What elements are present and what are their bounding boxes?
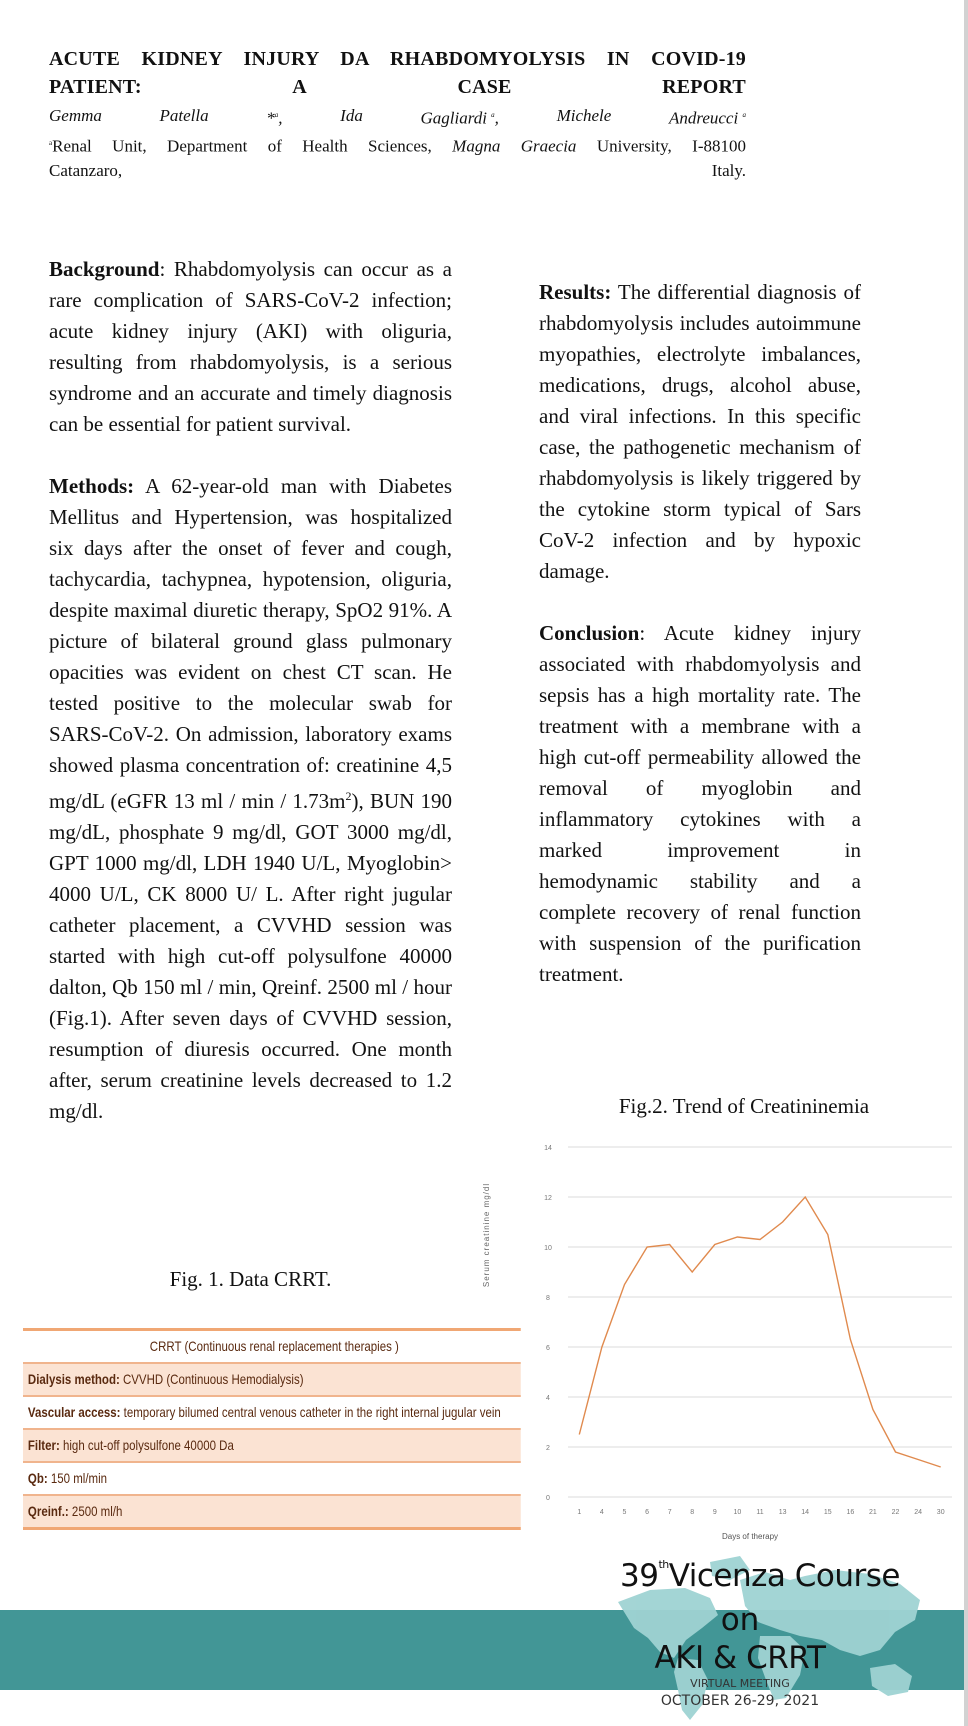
author-last-name: Gagliardi $^a$, [420, 108, 499, 128]
conclusion-text: : Acute kidney injury associated with rhabdomyolysis and sepsis has a high mortality rate. The treatment with a membrane with a high cut-off permeability allowed the removal of myoglobin and inflammatory cytokines with a marked improvement in hemodynamic stability and a complete recovery of renal function with suspension of the purification treatment. [539, 621, 861, 986]
author-name: Gagliardi [420, 108, 487, 128]
x-tick-label: 15 [823, 1509, 832, 1516]
methods-text: ), BUN 190 mg/dL, phosphate 9 mg/dl, GOT 3000 mg/dl, GPT 1000 mg/dl, LDH 1940 U/L, Myoglobin> 4000 U/L, CK 8000 U/ L. After right jugular catheter placement, a CVVHD session was started with high cut-off polysulfone 40000 dalton, Qb 150 ml / min, Qreinf. 2500 ml / hour (Fig.1). After seven days of CVVHD session, resumption of diuresis occurred. One month after, serum creatinine levels decreased to 1.2 mg/dl. [49, 789, 452, 1123]
table-row [23, 1364, 521, 1397]
x-tick-label: 10 [733, 1509, 742, 1516]
x-tick-label: 4 [599, 1509, 604, 1516]
y-tick-label: 14 [544, 1145, 552, 1152]
author-name: Andreucci [668, 108, 739, 128]
superscript: 2 [345, 789, 352, 803]
country: Italy. [711, 161, 746, 181]
logo-topic: AKI & CRRT [654, 1640, 826, 1676]
x-tick-label: 8 [690, 1509, 695, 1516]
affiliation-mark: a [274, 111, 279, 119]
row-key: Vascular access: [27, 1404, 121, 1420]
logo-title [620, 1558, 900, 1594]
page-edge [964, 0, 968, 1726]
university-name: Magna Graecia [452, 136, 577, 156]
x-tick-label: 30 [936, 1509, 945, 1516]
table-row [23, 1463, 521, 1496]
y-tick-label: 6 [546, 1345, 550, 1352]
x-tick-label: 13 [778, 1509, 787, 1516]
y-tick-label: 2 [546, 1445, 550, 1452]
methods-text: A 62-year-old man with Diabetes Mellitus and Hypertension, was hospitalized six days after the onset of fever and cough, tachycardia, tachypnea, hypotension, oliguria, despite maximal diuretic therapy, SpO2 91%. A picture of bilateral ground glass pulmonary opacities was evident on chest CT scan. He tested positive to the molecular swab for SARS-CoV-2. On admission, laboratory exams showed plasma concentration of: creatinine 4,5 mg/dL (eGFR 13 ml / min / 1.73m [49, 474, 452, 813]
results-text: The differential diagnosis of rhabdomyolysis includes autoimmune myopathies, electrolyte imbalances, medications, drugs, alcohol abuse, and viral infections. In this specific case, the pathogenetic mechanism of rhabdomyolysis is likely triggered by the cytokine storm typical of Sars CoV-2 infection and by hypoxic damage. [539, 280, 861, 583]
title-line-1: ACUTE KIDNEY INJURY DA RHABDOMYOLYSIS IN COVID-19 [49, 48, 746, 70]
x-tick-label: 22 [891, 1509, 900, 1516]
methods-section [49, 471, 452, 1127]
table-row [23, 1496, 521, 1530]
row-key: Qreinf.: [27, 1503, 69, 1519]
y-axis-label: Serum creatinine mg/dl [482, 1182, 491, 1288]
row-value: 2500 ml/h [68, 1503, 123, 1519]
left-column [49, 254, 452, 1158]
title-word: CASE [457, 76, 512, 98]
results-label: Results: [539, 280, 612, 304]
x-tick-label: 14 [801, 1509, 810, 1516]
x-tick-label: 21 [869, 1509, 877, 1516]
affiliation-mark: a [49, 138, 53, 147]
logo-dates: OCTOBER 26-29, 2021 [660, 1693, 820, 1709]
author-last-name [669, 103, 746, 131]
y-tick-label: 0 [546, 1495, 550, 1502]
fig2-caption: Fig.2. Trend of Creatininemia [618, 1094, 870, 1118]
results-section [539, 277, 861, 587]
table-header: CRRT (Continuous renal replacement therapies ) [23, 1328, 521, 1364]
table-row [23, 1430, 521, 1463]
background-label: Background [49, 257, 160, 281]
x-tick-label: 7 [667, 1509, 672, 1516]
author-last-name: Patella [159, 106, 209, 125]
course-name: Vicenza Course [668, 1558, 901, 1594]
creatinine-chart [482, 1130, 960, 1550]
y-tick-label: 12 [544, 1195, 552, 1202]
x-tick-label: 24 [914, 1509, 923, 1516]
affiliation-text: University, I-88100 [596, 136, 747, 156]
y-tick-label: 10 [544, 1245, 552, 1252]
corresponding-mark: *$^a$, [266, 108, 283, 128]
row-key: Qb: [27, 1470, 48, 1486]
x-tick-label: 1 [577, 1509, 582, 1516]
city: Catanzaro, [49, 161, 123, 181]
conclusion-label: Conclusion [539, 621, 640, 645]
paper-title [49, 45, 746, 101]
author-first-name: Michele [556, 106, 612, 125]
x-axis-label: Days of therapy [721, 1532, 779, 1541]
x-tick-label: 6 [645, 1509, 650, 1516]
right-column [539, 277, 861, 1021]
conference-logo [590, 1540, 968, 1726]
fig1-caption: Fig. 1. Data CRRT. [169, 1267, 332, 1291]
ordinal-suffix: th [658, 1558, 669, 1571]
title-word: PATIENT: [49, 76, 142, 98]
creatinine-line [579, 1197, 940, 1467]
background-text: : Rhabdomyolysis can occur as a rare complication of SARS-CoV-2 infection; acute kidney injury (AKI) with oliguria, resulting from rhabdomyolysis, is a serious syndrome and an accurate and timely diagnosis can be essential for patient survival. [49, 257, 452, 436]
y-tick-label: 8 [546, 1295, 550, 1302]
title-line-2 [49, 73, 746, 101]
ordinal: 39 [620, 1558, 659, 1594]
logo-virtual-meeting: VIRTUAL MEETING [690, 1677, 790, 1690]
affiliation-line-2 [49, 158, 746, 183]
line-chart [482, 1130, 960, 1550]
background-section [49, 254, 452, 440]
author-first-name: Ida [340, 106, 363, 125]
conclusion-section [539, 618, 861, 990]
paper-header [49, 45, 746, 183]
x-tick-label: 5 [622, 1509, 627, 1516]
affiliation-mark: a [742, 111, 746, 119]
crrt-table [23, 1328, 521, 1530]
methods-label: Methods: [49, 474, 135, 498]
row-value: 150 ml/min [47, 1470, 108, 1486]
row-key: Filter: [27, 1437, 60, 1453]
x-tick-label: 11 [756, 1509, 764, 1516]
row-key: Dialysis method: [27, 1371, 120, 1387]
author-first-name: Gemma [49, 106, 102, 125]
asterisk: * [266, 108, 275, 128]
affiliation-text: Renal Unit, Department of Health Sciences, [52, 136, 432, 156]
title-word: A [292, 76, 307, 98]
y-tick-label: 4 [546, 1395, 550, 1402]
x-tick-label: 9 [712, 1509, 717, 1516]
row-value: temporary bilumed central venous catheter in the right internal jugular vein [120, 1404, 501, 1420]
table-row [23, 1397, 521, 1430]
affiliation-mark: a [491, 111, 495, 119]
affiliation-line [49, 131, 746, 159]
logo-on: on [720, 1602, 760, 1638]
row-value: high cut-off polysulfone 40000 Da [59, 1437, 234, 1453]
title-word: REPORT [662, 76, 746, 98]
row-value: CVVHD (Continuous Hemodialysis) [119, 1371, 304, 1387]
x-tick-label: 16 [846, 1509, 855, 1516]
author-list [49, 103, 746, 131]
